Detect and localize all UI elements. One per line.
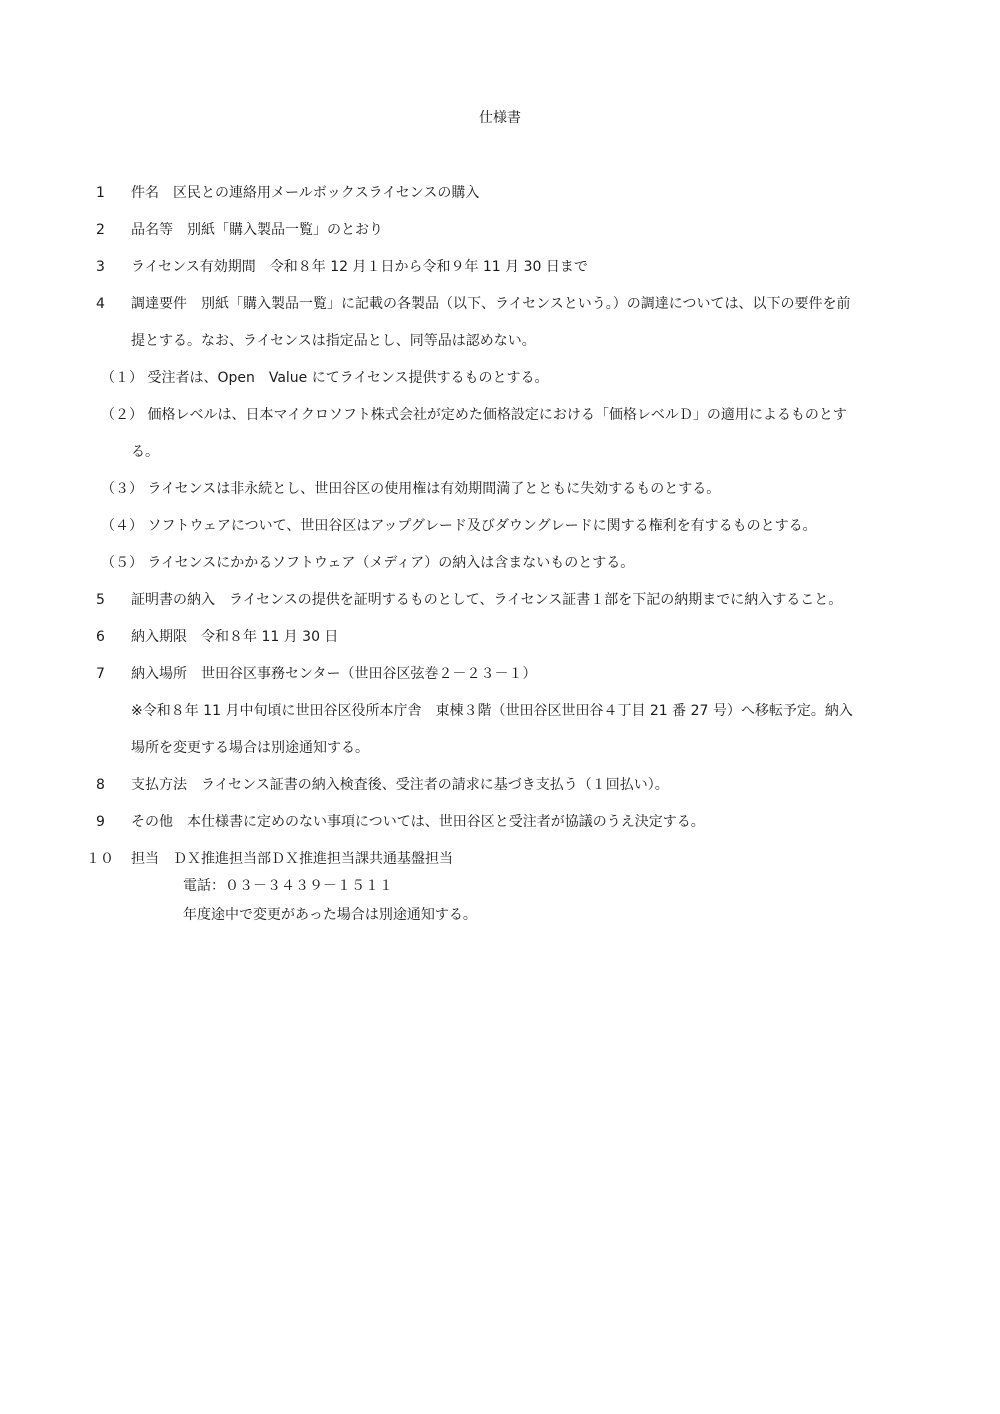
subitem-text: （１） 受注者は、Open Value にてライセンス提供するものとする。 (101, 370, 549, 386)
item-text: 証明書の納入 ライセンスの提供を証明するものとして、ライセンス証書１部を下記の納期までに納入すること。 (131, 592, 843, 608)
item-text: ライセンス有効期間 令和８年 12 月１日から令和９年 11 月 30 日まで (131, 259, 588, 275)
document-title: 仕様書 (479, 110, 521, 126)
item-note: ※令和８年 11 月中旬頃に世田谷区役所本庁舎 東棟３階（世田谷区世田谷４丁目 21 番 27 号）へ移転予定。納入 (131, 703, 853, 719)
item-number: １０ (86, 851, 114, 867)
item-number: 4 (96, 296, 105, 312)
item-number: 7 (96, 666, 105, 682)
subitem-text: （５） ライセンスにかかるソフトウェア（メディア）の納入は含まないものとする。 (101, 555, 635, 571)
subitem-text: （４） ソフトウェアについて、世田谷区はアップグレード及びダウングレードに関する権利を有するものとする。 (101, 518, 817, 534)
item-text: 支払方法 ライセンス証書の納入検査後、受注者の請求に基づき支払う（１回払い）。 (131, 777, 669, 793)
item-text: 調達要件 別紙「購入製品一覧」に記載の各製品（以下、ライセンスという。）の調達については、以下の要件を前 (131, 296, 851, 312)
item-text-continued: 提とする。なお、ライセンスは指定品とし、同等品は認めない。 (131, 333, 536, 349)
item-number: 1 (96, 185, 105, 201)
item-number: 9 (96, 814, 105, 830)
subitem-text: （２） 価格レベルは、日本マイクロソフト株式会社が定めた価格設定における「価格レベルＤ」の適用によるものとす (101, 407, 847, 423)
item-text: 納入期限 令和８年 11 月 30 日 (131, 629, 339, 645)
item-number: 5 (96, 592, 105, 608)
item-number: 3 (96, 259, 105, 275)
item-number: 8 (96, 777, 105, 793)
item-note-continued: 場所を変更する場合は別途通知する。 (131, 740, 369, 756)
item-text: 件名 区民との連絡用メールボックスライセンスの購入 (131, 185, 480, 201)
subitem-text: （３） ライセンスは非永続とし、世田谷区の使用権は有効期間満了とともに失効するものとする。 (101, 481, 721, 497)
subitem-text-continued: る。 (131, 444, 159, 460)
phone-text: 電話：０３－３４３９－１５１１ (183, 878, 393, 894)
item-text: その他 本仕様書に定めのない事項については、世田谷区と受注者が協議のうえ決定する。 (131, 814, 705, 830)
item-text: 納入場所 世田谷区事務センター（世田谷区弦巻２－２３－１） (131, 666, 537, 682)
item-text: 担当 ＤＸ推進担当部ＤＸ推進担当課共通基盤担当 (131, 851, 453, 867)
item-text: 品名等 別紙「購入製品一覧」のとおり (131, 222, 383, 238)
remark-text: 年度途中で変更があった場合は別途通知する。 (183, 907, 477, 923)
item-number: 6 (96, 629, 105, 645)
item-number: 2 (96, 222, 105, 238)
